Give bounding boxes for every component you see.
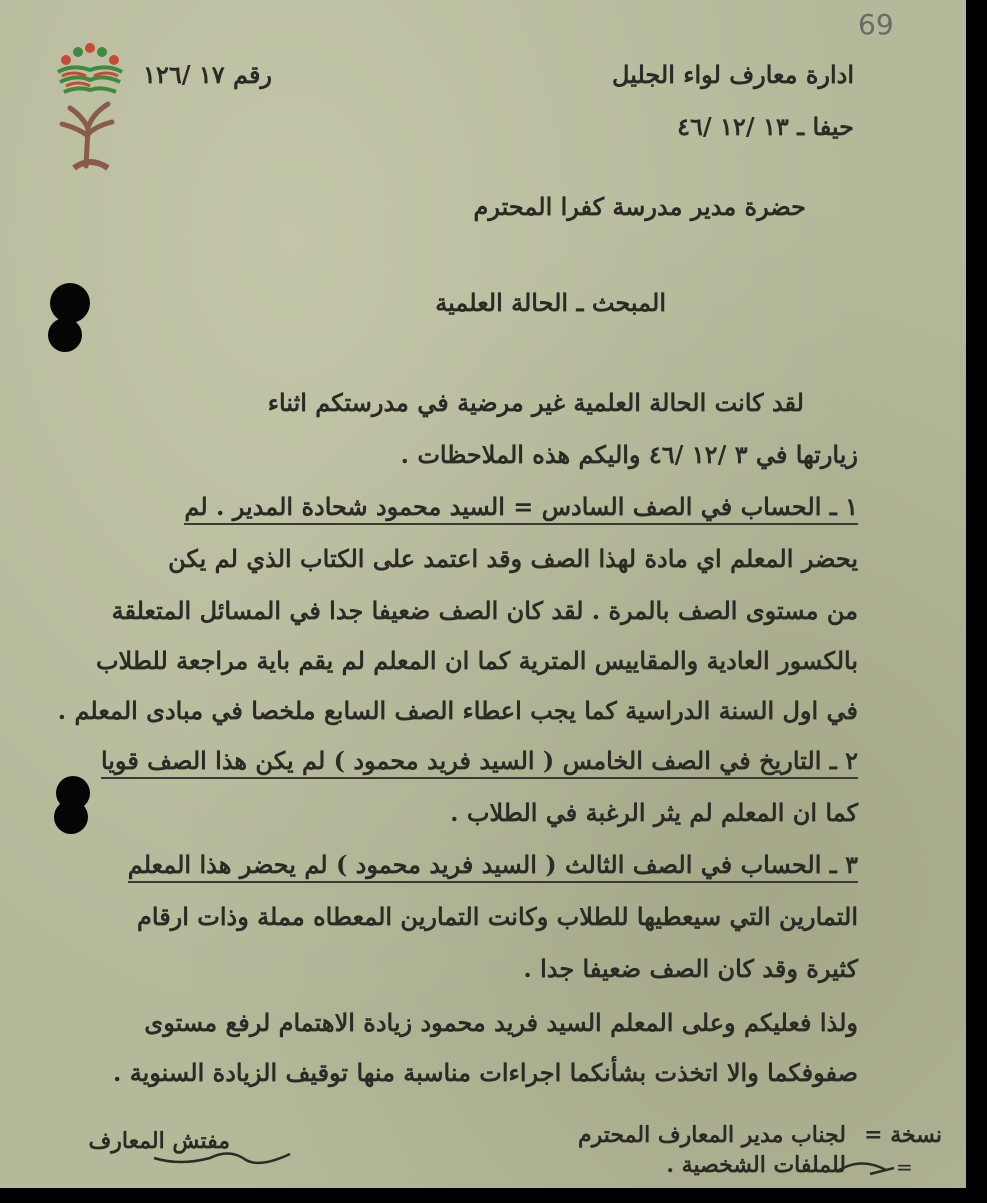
- body-line: ٣ ـ الحساب في الصف الثالث ( السيد فريد محمود ) لم يحضر هذا المعلم: [128, 850, 858, 883]
- page-number: 69: [858, 8, 894, 41]
- body-line: صفوفكما والا اتخذت بشأنكما اجراءات مناسبة منها توقيف الزيادة السنوية .: [113, 1058, 858, 1087]
- body-line: لقد كانت الحالة العلمية غير مرضية في مدرستكم اثناء: [267, 388, 804, 417]
- body-line: بالكسور العادية والمقاييس المترية كما ان المعلم لم يقم باية مراجعة للطلاب: [95, 646, 858, 675]
- body-line: من مستوى الصف بالمرة . لقد كان الصف ضعيفا جدا في المسائل المتعلقة: [111, 596, 858, 625]
- signature-title: مفتش المعارف: [88, 1128, 230, 1154]
- body-line: كما ان المعلم لم يثر الرغبة في الطلاب .: [450, 798, 858, 827]
- place-date: حيفا ـ ١٣ /١٢ /٤٦: [677, 112, 854, 141]
- addressee: حضرة مدير مدرسة كفرا المحترم: [473, 192, 806, 221]
- svg-text:=: =: [896, 1155, 913, 1179]
- reference-number: رقم ١٧ /١٢٦: [143, 60, 272, 89]
- office-name: ادارة معارف لواء الجليل: [612, 60, 854, 89]
- punch-hole: [54, 800, 88, 834]
- body-line: التمارين التي سيعطيها للطلاب وكانت التمارين المعطاه مملة وذات ارقام: [137, 902, 858, 931]
- copy-recipient: للملفات الشخصية .: [666, 1152, 846, 1178]
- archive-logo-icon: [52, 36, 128, 176]
- handwritten-signature: [150, 1140, 300, 1170]
- body-line: في اول السنة الدراسية كما يجب اعطاء الصف السابع ملخصا في مبادى المعلم .: [57, 696, 858, 725]
- body-line: زيارتها في ٣ /١٢ /٤٦ واليكم هذه الملاحظات .: [400, 440, 858, 469]
- copy-label: نسخة =: [864, 1122, 942, 1148]
- copy-recipient: لجناب مدير المعارف المحترم: [578, 1122, 846, 1148]
- body-line: كثيرة وقد كان الصف ضعيفا جدا .: [523, 954, 858, 983]
- body-line: يحضر المعلم اي مادة لهذا الصف وقد اعتمد على الكتاب الذي لم يكن: [168, 544, 858, 573]
- body-line: ولذا فعليكم وعلى المعلم السيد فريد محمود زيادة الاهتمام لرفع مستوى: [144, 1008, 858, 1037]
- punch-hole: [50, 283, 90, 323]
- ditto-mark: [830, 1150, 913, 1180]
- body-line: ٢ ـ التاريخ في الصف الخامس ( السيد فريد محمود ) لم يكن هذا الصف قويا: [101, 746, 858, 779]
- body-line: ١ ـ الحساب في الصف السادس = السيد محمود شحادة المدير . لم: [184, 492, 858, 525]
- subject-line: المبحث ـ الحالة العلمية: [435, 288, 666, 317]
- punch-hole: [48, 318, 82, 352]
